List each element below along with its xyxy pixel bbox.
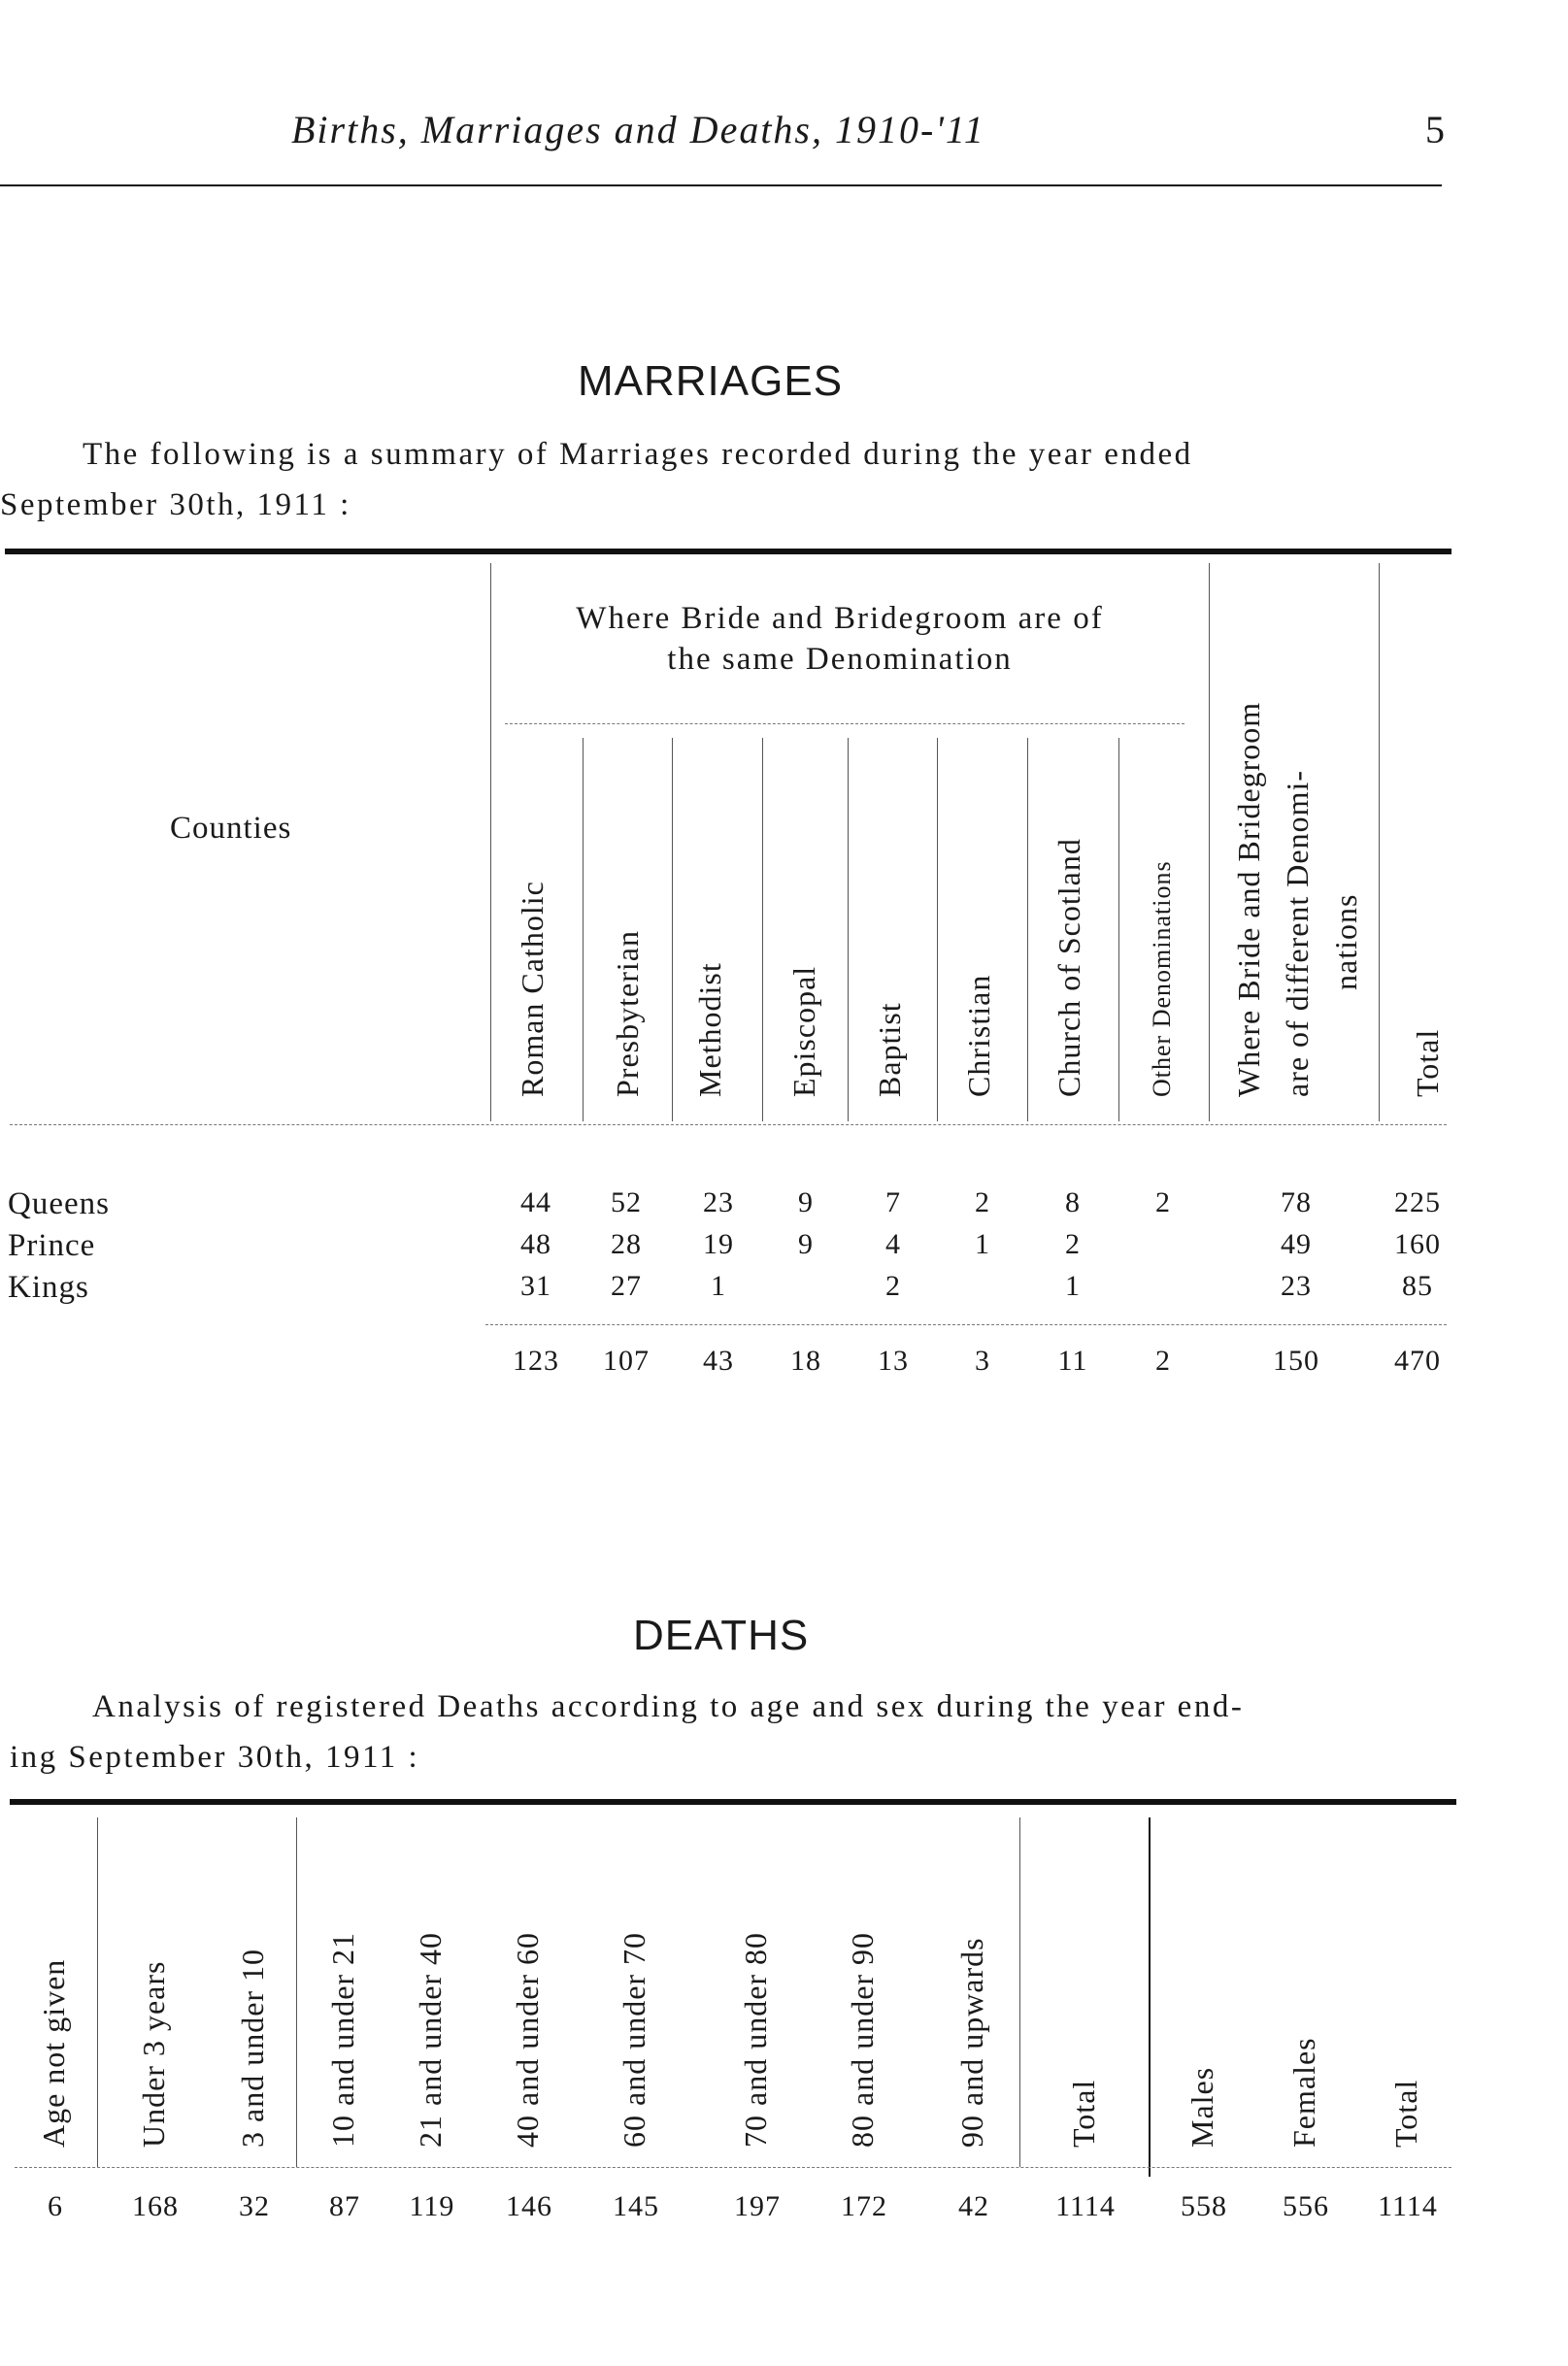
- deaths-value: 1114: [1378, 2190, 1438, 2222]
- marriages-totals-rule: [485, 1324, 1447, 1325]
- marriages-total-cell: 2: [1155, 1345, 1171, 1377]
- marriages-separator: [583, 738, 584, 1121]
- deaths-value: 197: [734, 2190, 781, 2222]
- marriages-intro-line2: September 30th, 1911 :: [0, 487, 351, 522]
- marriages-total-cell: 107: [603, 1345, 650, 1377]
- marriages-cell: 85: [1402, 1270, 1433, 1302]
- counties-label: Counties: [170, 811, 292, 846]
- marriages-title: MARRIAGES: [578, 357, 844, 405]
- deaths-table-top-rule: [10, 1799, 1456, 1805]
- county-queens: Queens: [8, 1186, 110, 1221]
- deaths-header-bottom-rule: [15, 2167, 1451, 2168]
- deaths-separator: [97, 1817, 98, 2167]
- deaths-col-header: Males: [1184, 2066, 1219, 2148]
- deaths-col-header: 3 and under 10: [235, 1948, 270, 2148]
- marriages-total-cell: 3: [975, 1345, 990, 1377]
- marriages-cell: 23: [1281, 1270, 1312, 1302]
- marriages-cell: 2: [975, 1186, 990, 1218]
- deaths-value: 172: [841, 2190, 887, 2222]
- col-episcopal: Episcopal: [786, 965, 821, 1097]
- marriages-cell: 160: [1394, 1228, 1441, 1260]
- deaths-title: DEATHS: [633, 1612, 810, 1659]
- marriages-cell: 2: [885, 1270, 901, 1302]
- marriages-table-top-rule: [5, 549, 1451, 554]
- group-header-underline: [505, 723, 1184, 724]
- marriages-cell: 23: [703, 1186, 734, 1218]
- deaths-value: 556: [1283, 2190, 1329, 2222]
- county-kings: Kings: [8, 1270, 89, 1305]
- marriages-intro-line1: The following is a summary of Marriages recorded during the year ended: [83, 437, 1193, 472]
- marriages-total-cell: 18: [790, 1345, 821, 1377]
- col-total: Total: [1410, 1028, 1445, 1097]
- deaths-col-header: Under 3 years: [136, 1960, 171, 2148]
- marriages-cell: 27: [611, 1270, 642, 1302]
- deaths-separator: [296, 1817, 297, 2167]
- page-number: 5: [1425, 108, 1445, 151]
- deaths-col-header: Total: [1066, 2079, 1101, 2148]
- deaths-value: 146: [506, 2190, 552, 2222]
- deaths-value: 119: [409, 2190, 455, 2222]
- marriages-cell: 31: [520, 1270, 551, 1302]
- deaths-value: 558: [1181, 2190, 1227, 2222]
- deaths-col-header: 60 and under 70: [617, 1931, 651, 2148]
- deaths-value: 1114: [1055, 2190, 1116, 2222]
- marriages-separator: [937, 738, 938, 1121]
- deaths-col-header: Females: [1286, 2037, 1321, 2148]
- marriages-cell: 1: [1065, 1270, 1081, 1302]
- marriages-total-cell: 150: [1273, 1345, 1319, 1377]
- marriages-cell: 52: [611, 1186, 642, 1218]
- deaths-col-header: 80 and under 90: [845, 1931, 880, 2148]
- col-roman-catholic: Roman Catholic: [515, 881, 550, 1097]
- group-header-line1: Where Bride and Bridegroom are of: [576, 601, 1104, 636]
- marriages-total-cell: 470: [1394, 1345, 1441, 1377]
- col-church-of-scotland: Church of Scotland: [1051, 838, 1086, 1097]
- marriages-separator: [1118, 738, 1119, 1121]
- running-head: Births, Marriages and Deaths, 1910-'11: [291, 108, 985, 151]
- col-methodist: Methodist: [692, 962, 727, 1097]
- marriages-separator: [762, 738, 763, 1121]
- marriages-cell: 49: [1281, 1228, 1312, 1260]
- county-prince: Prince: [8, 1228, 96, 1263]
- marriages-separator: [672, 738, 673, 1121]
- deaths-separator: [1149, 1817, 1151, 2177]
- deaths-col-header: 90 and upwards: [954, 1937, 989, 2148]
- col-baptist: Baptist: [872, 1002, 907, 1097]
- marriages-cell: 48: [520, 1228, 551, 1260]
- col-different-line2: are of different Denomi-: [1280, 769, 1315, 1097]
- marriages-cell: 44: [520, 1186, 551, 1218]
- deaths-intro-line1: Analysis of registered Deaths according to age and sex during the year end-: [92, 1689, 1245, 1724]
- deaths-intro-line2: ing September 30th, 1911 :: [10, 1740, 420, 1775]
- marriages-separator: [1209, 563, 1210, 1121]
- deaths-col-header: 40 and under 60: [510, 1931, 545, 2148]
- marriages-cell: 7: [885, 1186, 901, 1218]
- marriages-cell: 9: [798, 1186, 814, 1218]
- col-different-line3: nations: [1328, 893, 1363, 990]
- marriages-cell: 1: [711, 1270, 726, 1302]
- marriages-total-cell: 11: [1057, 1345, 1088, 1377]
- marriages-total-cell: 123: [513, 1345, 559, 1377]
- deaths-value: 87: [329, 2190, 360, 2222]
- marriages-separator: [1027, 738, 1028, 1121]
- marriages-separator: [490, 563, 491, 1121]
- deaths-value: 32: [239, 2190, 270, 2222]
- deaths-col-header: Total: [1388, 2079, 1423, 2148]
- marriages-cell: 225: [1394, 1186, 1441, 1218]
- marriages-cell: 2: [1155, 1186, 1171, 1218]
- deaths-col-header: 70 and under 80: [738, 1931, 773, 2148]
- col-presbyterian: Presbyterian: [610, 930, 645, 1097]
- marriages-cell: 1: [975, 1228, 990, 1260]
- deaths-col-header: Age not given: [36, 1958, 71, 2148]
- marriages-cell: 9: [798, 1228, 814, 1260]
- deaths-value: 145: [613, 2190, 659, 2222]
- marriages-separator: [1379, 563, 1380, 1121]
- marriages-total-cell: 43: [703, 1345, 734, 1377]
- header-rule: [0, 184, 1442, 186]
- deaths-value: 42: [958, 2190, 989, 2222]
- marriages-total-cell: 13: [878, 1345, 909, 1377]
- marriages-group-header: [490, 598, 1189, 680]
- marriages-cell: 19: [703, 1228, 734, 1260]
- marriages-cell: 28: [611, 1228, 642, 1260]
- deaths-separator: [1019, 1817, 1020, 2167]
- col-other-denominations: Other Denominations: [1148, 860, 1176, 1097]
- marriages-cell: 8: [1065, 1186, 1081, 1218]
- marriages-cell: 4: [885, 1228, 901, 1260]
- deaths-col-header: 10 and under 21: [325, 1931, 360, 2148]
- marriages-separator: [848, 738, 849, 1121]
- col-different-line1: Where Bride and Bridegroom: [1231, 701, 1266, 1097]
- group-header-line2: the same Denomination: [667, 642, 1013, 677]
- deaths-value: 168: [132, 2190, 179, 2222]
- col-christian: Christian: [961, 974, 996, 1097]
- marriages-cell: 78: [1281, 1186, 1312, 1218]
- deaths-value: 6: [48, 2190, 63, 2222]
- marriages-cell: 2: [1065, 1228, 1081, 1260]
- marriages-header-bottom-rule: [10, 1124, 1447, 1125]
- deaths-col-header: 21 and under 40: [413, 1931, 448, 2148]
